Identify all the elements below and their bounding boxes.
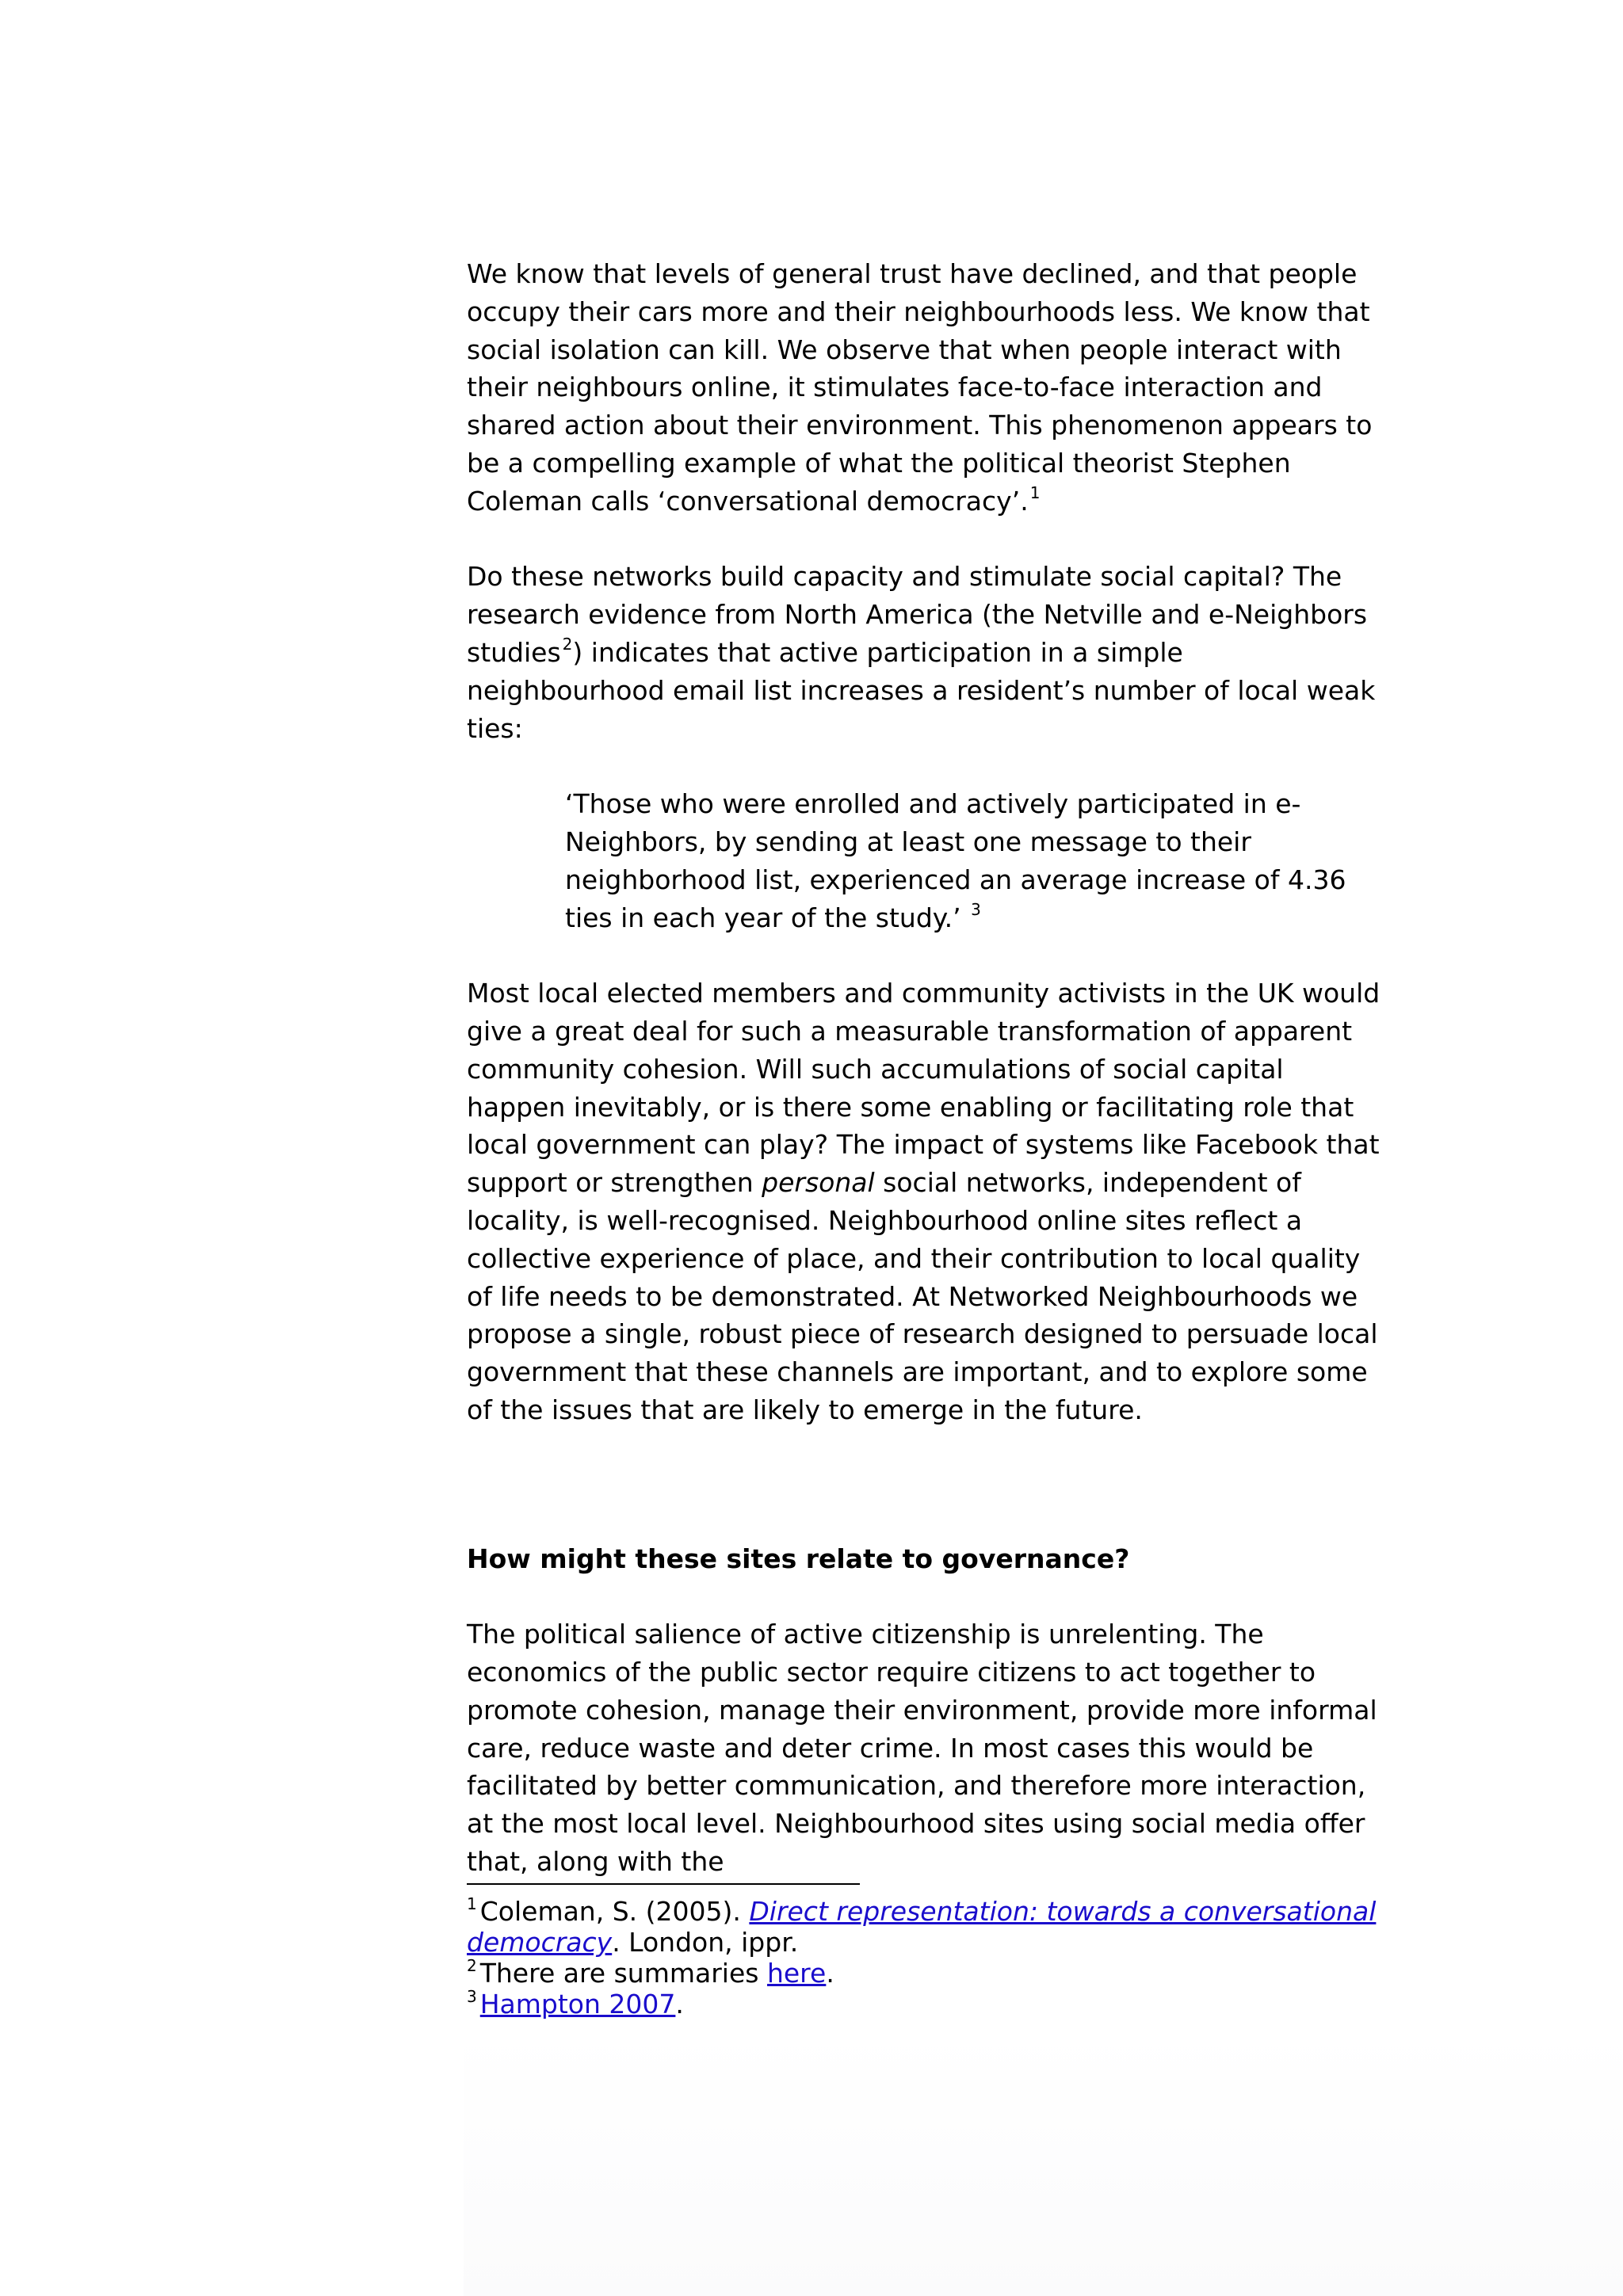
footnote-separator — [467, 1883, 860, 1885]
paragraph-trust — [467, 255, 1386, 521]
footnote-3-number: 3 — [467, 1987, 477, 2006]
paragraph-trust-text: We know that levels of general trust have declined, and that people occupy their cars more and their neighbourhoods less. We know that social isolation can kill. We observe that when people interact with their neighbours online, it stimulates face-to-face interaction and shared action about their environment. This phenomenon appears to be a compelling example of what the political theorist Stephen Coleman calls ‘conversational democracy’. — [467, 258, 1373, 517]
paragraph-cohesion — [467, 974, 1386, 1429]
block-quote-text: ‘Those who were enrolled and actively participated in e-Neighbors, by sending at least one message to their neighborhood list, experienced an average increase of 4.36 ties in each year of the study.’ — [565, 788, 1346, 933]
paragraph-cohesion-start: Most local elected members and community activists in the UK would give a great deal for such a measurable transformation of apparent community cohesion. Will such accumulations of social capital happen inevitably, or is there some enabling or facilitating role that local government can play? The impact of systems like Facebook that support or strengthen — [467, 978, 1381, 1199]
footnote-1-text: Coleman, S. (2005). — [479, 1896, 741, 1927]
footnote-2-after: . — [826, 1958, 834, 1989]
footnote-2-number: 2 — [467, 1956, 477, 1975]
footnotes — [467, 1896, 1386, 2019]
footnote-2 — [467, 1958, 1386, 1989]
paragraph-networks-end: ) indicates that active participation in a simple neighbourhood email list increases a resident’s number of local weak ties: — [467, 636, 1376, 744]
footnote-1-after: . London, ippr. — [612, 1927, 799, 1958]
paragraph-cohesion-end: social networks, independent of locality, is well-recognised. Neighbourhood online sites reflect a collective experience of place, and their contribution to local quality of life needs to be demonstrated. At Networked Neighbourhoods we propose a single, robust piece of research designed to persuade local government that these channels are important, and to explore some of the issues that are likely to emerge in the future. — [467, 1167, 1378, 1425]
footnote-3 — [467, 1989, 1386, 2019]
footnote-1 — [467, 1896, 1386, 1958]
footnote-ref-3[interactable]: 3 — [971, 899, 981, 919]
footnote-ref-1[interactable]: 1 — [1029, 482, 1041, 502]
footnote-1-number: 1 — [467, 1894, 477, 1913]
footnote-3-after: . — [675, 1989, 684, 2019]
page-bottom-shade — [464, 2028, 1623, 2296]
section-heading: How might these sites relate to governance? — [467, 1543, 1130, 1574]
footnote-2-link[interactable]: here — [766, 1958, 827, 1989]
paragraph-citizenship: The political salience of active citizenship is unrelenting. The economics of the public sector require citizens to act together to promote cohesion, manage their environment, provide more informal care, reduce waste and deter crime. In most cases this would be facilitated by better communication, and therefore more interaction, at the most local level. Neighbourhood sites using social media offer that, along with the — [467, 1619, 1377, 1878]
paragraph-networks-start: Do these networks build capacity and stimulate social capital? The research evidence from North America (the Netville and e-Neighbors studies — [467, 561, 1368, 668]
footnote-2-text: There are summaries — [479, 1958, 759, 1989]
footnote-ref-2[interactable]: 2 — [562, 634, 573, 654]
block-quote — [565, 785, 1389, 936]
emphasis-personal: personal — [762, 1167, 875, 1199]
footnote-1-link[interactable]: Direct representation: towards a conversational democracy — [467, 1896, 1377, 1958]
paragraph-networks — [467, 558, 1386, 747]
footnote-3-link[interactable]: Hampton 2007 — [479, 1989, 676, 2019]
body-text — [467, 255, 1386, 1881]
